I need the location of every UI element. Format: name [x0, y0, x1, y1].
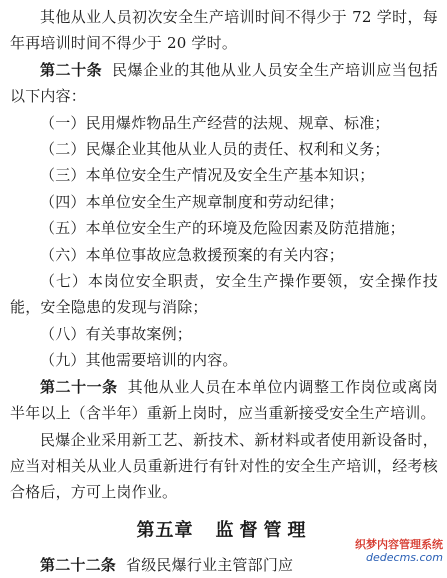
article-20-text: 民爆企业的其他从业人员安全生产培训应当包括以下内容：: [10, 60, 438, 106]
paragraph-training-hours: 其他从业人员初次安全生产培训时间不得少于 72 学时，每年再培训时间不得少于 20 学时。: [10, 8, 438, 53]
list-item-4: （四）本单位安全生产规章制度和劳动纪律；: [40, 192, 345, 211]
list-item-9: （九）其他需要培训的内容。: [40, 351, 238, 370]
list-item-5: （五）本单位安全生产的环境及危险因素及防范措施；: [40, 219, 405, 238]
article-21: [10, 374, 438, 427]
article-20-label: 第二十条: [40, 60, 103, 79]
list-item-1: （一）民用爆炸物品生产经营的法规、规章、标准；: [40, 113, 390, 132]
list-item-6: （六）本单位事故应急救援预案的有关内容；: [40, 245, 345, 264]
list-item-2: （二）民爆企业其他从业人员的责任、权利和义务；: [40, 140, 390, 159]
watermark-domain: dedecms.com: [366, 551, 443, 564]
article-20: [10, 57, 438, 110]
paragraph-new-technology: 民爆企业采用新工艺、新技术、新材料或者使用新设备时，应当对相关从业人员重新进行有针对性的安全生产培训，经考核合格后，方可上岗作业。: [10, 430, 438, 502]
article-21-text: 其他从业人员在本单位内调整工作岗位或离岗半年以上（含半年）重新上岗时，应当重新接受安全生产培训。: [10, 377, 438, 423]
article-21-label: 第二十一条: [40, 377, 118, 396]
list-item-3: （三）本单位安全生产情况及安全生产基本知识；: [40, 166, 375, 185]
list-item-8: （八）有关事故案例；: [40, 324, 193, 343]
chapter-title: 监督管理: [215, 519, 312, 541]
article-22-label: 第二十二条: [40, 555, 117, 574]
list-item-7: （七）本岗位安全职责，安全生产操作要领，安全操作技能，安全隐患的发现与消除；: [10, 272, 438, 317]
document-page: [10, 4, 438, 578]
article-22-text: 省级民爆行业主管部门应: [126, 555, 294, 574]
site-watermark: [333, 538, 445, 566]
chapter-number: 第五章: [136, 519, 194, 541]
watermark-title: 织梦内容管理系统: [355, 538, 443, 551]
